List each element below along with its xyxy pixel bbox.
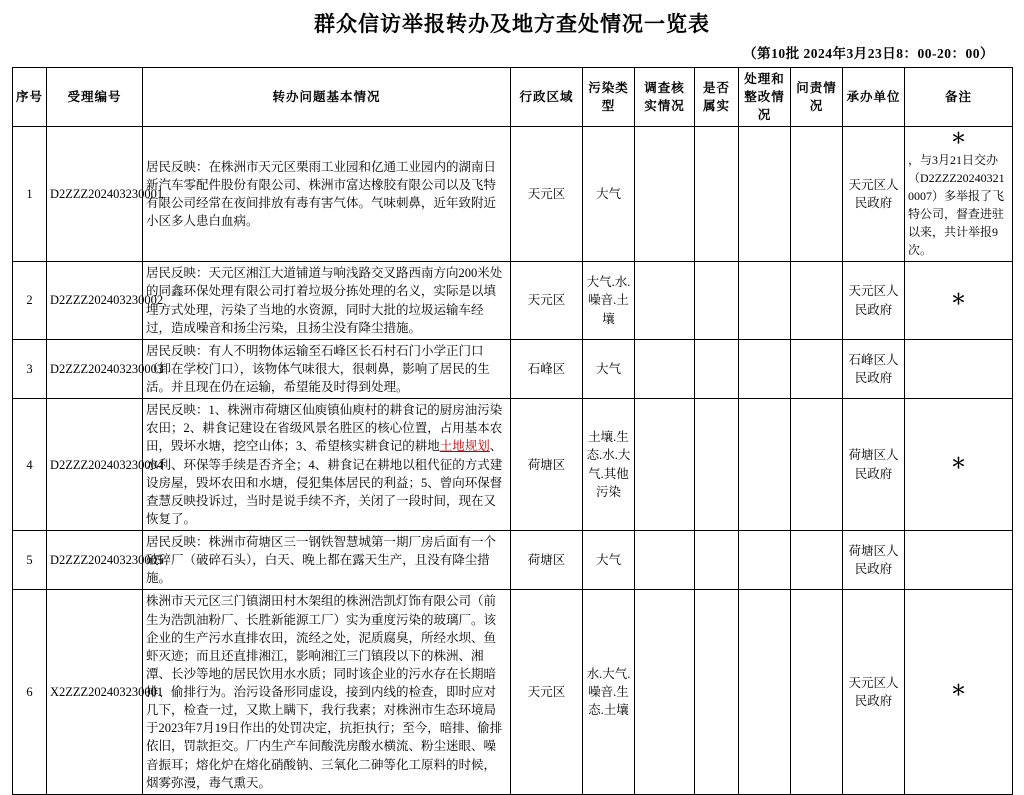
cell-index: 6 — [13, 590, 47, 794]
cell-handling — [739, 531, 791, 590]
cell-accountability — [791, 127, 843, 262]
table-row — [13, 531, 1013, 590]
cell-handling — [739, 590, 791, 794]
cell-region: 荷塘区 — [511, 531, 583, 590]
cell-code: D2ZZZ202403230002 — [47, 262, 143, 340]
table-header-row — [13, 68, 1013, 127]
cell-is-true — [695, 531, 739, 590]
cell-pollution-type: 土壤.生态.水.大气.其他污染 — [583, 399, 635, 531]
cell-investigation — [635, 590, 695, 794]
cell-pollution-type: 大气.水.噪音.土壤 — [583, 262, 635, 340]
table-row — [13, 590, 1013, 794]
cell-remark — [905, 262, 1013, 340]
cell-is-true — [695, 262, 739, 340]
cell-remark — [905, 127, 1013, 262]
cell-is-true — [695, 590, 739, 794]
batch-subtitle: （第10批 2024年3月23日8：00-20：00） — [743, 46, 994, 61]
cell-investigation — [635, 127, 695, 262]
cell-unit: 天元区人民政府 — [843, 590, 905, 794]
header-investigation: 调查核实情况 — [635, 68, 695, 127]
cell-code: D2ZZZ202403230003 — [47, 339, 143, 398]
cell-is-true — [695, 339, 739, 398]
cell-index: 3 — [13, 339, 47, 398]
cell-remark — [905, 531, 1013, 590]
cell-unit: 天元区人民政府 — [843, 262, 905, 340]
desc-part-1: 居民反映：1、株洲市荷塘区仙庾镇仙庾村的耕食记的厨房油污染农田；2、耕食记建设在省级风景名胜区的核心位置，占用基本农田，毁坏水塘，挖空山体；3、希望核实耕食记的耕地 — [146, 403, 503, 454]
page-title: 群众信访举报转办及地方查处情况一览表 — [314, 12, 710, 36]
cell-description: 居民反映：天元区湘江大道铺道与响浅路交叉路西南方向200米处的同鑫环保处理有限公司打着垃圾分拣处理的名义，实际是以填埋方式处理，污染了当地的水资源，同时大批的垃圾运输车经过，造成噪音和扬尘污染，且扬尘没有降尘措施。 — [143, 262, 511, 340]
cell-region: 天元区 — [511, 590, 583, 794]
table-row — [13, 399, 1013, 531]
cell-unit: 荷塘区人民政府 — [843, 399, 905, 531]
remark-star-icon: ＊ — [950, 455, 966, 472]
cell-investigation — [635, 399, 695, 531]
cell-pollution-type: 水.大气.噪音.生态.土壤 — [583, 590, 635, 794]
cell-unit: 天元区人民政府 — [843, 127, 905, 262]
cell-remark — [905, 590, 1013, 794]
cell-handling — [739, 339, 791, 398]
cell-accountability — [791, 531, 843, 590]
cell-is-true — [695, 127, 739, 262]
remark-note: ，与3月21日交办（D2ZZZ20240321 0007）多举报了飞特公司，督查进驻以来，共计举报9次。 — [908, 153, 1005, 258]
header-code: 受理编号 — [47, 68, 143, 127]
cell-accountability — [791, 399, 843, 531]
remark-star-icon: ＊ — [950, 291, 966, 308]
table-row — [13, 127, 1013, 262]
cell-description: 居民反映：株洲市荷塘区三一钢铁智慧城第一期厂房后面有一个破碎厂（破碎石头），白天、晚上都在露天生产，且没有降尘措施。 — [143, 531, 511, 590]
cell-unit: 石峰区人民政府 — [843, 339, 905, 398]
cell-region: 天元区 — [511, 262, 583, 340]
cell-handling — [739, 127, 791, 262]
cell-accountability — [791, 262, 843, 340]
cell-description: 居民反映：在株洲市天元区栗雨工业园和亿通工业园内的湖南日新汽车零配件股份有限公司、株洲市富达橡胶有限公司以及飞特有限公司经常在夜间排放有毒有害气体。气味刺鼻，近年致附近小区多人患白血病。 — [143, 127, 511, 262]
cell-description — [143, 399, 511, 531]
header-remark: 备注 — [905, 68, 1013, 127]
cell-code: D2ZZZ202403230001 — [47, 127, 143, 262]
cell-region: 荷塘区 — [511, 399, 583, 531]
cell-region: 天元区 — [511, 127, 583, 262]
header-unit: 承办单位 — [843, 68, 905, 127]
cell-pollution-type: 大气 — [583, 127, 635, 262]
desc-part-2: 、水利、环保等手续是否齐全；4、耕食记在耕地以租代征的方式建设房屋，毁坏农田和水塘，侵犯集体居民的利益；5、曾向环保督查慧反映投诉过，当时是说手续不齐，关闭了一段时间，现在又恢复了。 — [146, 439, 503, 526]
cell-remark — [905, 399, 1013, 531]
cell-pollution-type: 大气 — [583, 531, 635, 590]
desc-highlight: 土地规划 — [439, 439, 490, 454]
cell-code: X2ZZZ202403230001 — [47, 590, 143, 794]
cell-investigation — [635, 339, 695, 398]
remark-star-icon: ＊ — [950, 683, 966, 700]
cell-pollution-type: 大气 — [583, 339, 635, 398]
cell-index: 4 — [13, 399, 47, 531]
cell-remark — [905, 339, 1013, 398]
header-pollution-type: 污染类型 — [583, 68, 635, 127]
cell-index: 5 — [13, 531, 47, 590]
header-handling: 处理和整改情况 — [739, 68, 791, 127]
cell-handling — [739, 399, 791, 531]
cell-investigation — [635, 531, 695, 590]
header-description: 转办问题基本情况 — [143, 68, 511, 127]
header-is-true: 是否属实 — [695, 68, 739, 127]
cell-accountability — [791, 339, 843, 398]
cell-region: 石峰区 — [511, 339, 583, 398]
cell-is-true — [695, 399, 739, 531]
cell-investigation — [635, 262, 695, 340]
cell-unit: 荷塘区人民政府 — [843, 531, 905, 590]
cell-description: 株洲市天元区三门镇湖田村木架组的株洲浩凯灯饰有限公司（前生为浩凯油粉厂、长胜新能源工厂）实为重度污染的玻璃厂。该企业的生产污水直排农田，流经之处，泥质腐臭，所经水坝、鱼虾灭迹；而且还直排湘江，影响湘江三门镇段以下的株洲、湘潭、长沙等地的居民饮用水水质；同时该企业的污水存在长期暗排、偷排行为。治污设备形同虚设，接到内线的检查，即时应对几下，检查一过，又欺上瞒下，我行我素；对株洲市生态环境局于2023年7月19日作出的处罚决定，抗拒执行；至今，暗排、偷排依旧，罚款拒交。厂内生产车间酸洗房酸水横流、粉尘迷眼、噪音振耳；熔化炉在熔化硝酸钠、三氧化二砷等化工原料的时候，烟雾弥漫，毒气熏天。 — [143, 590, 511, 794]
remark-star-icon: ＊ — [950, 131, 966, 148]
cell-accountability — [791, 590, 843, 794]
table-row — [13, 339, 1013, 398]
cell-description: 居民反映：有人不明物体运输至石峰区长石村石门小学正门口（卸在学校门口），该物体气味很大，很刺鼻，影响了居民的生活。并且现在仍在运输，希望能及时得到处理。 — [143, 339, 511, 398]
complaints-table — [12, 67, 1013, 795]
header-region: 行政区域 — [511, 68, 583, 127]
cell-code: D2ZZZ202403230005 — [47, 531, 143, 590]
header-accountability: 问责情况 — [791, 68, 843, 127]
header-index: 序号 — [13, 68, 47, 127]
cell-index: 1 — [13, 127, 47, 262]
cell-code: D2ZZZ202403230004 — [47, 399, 143, 531]
cell-index: 2 — [13, 262, 47, 340]
table-row — [13, 262, 1013, 340]
cell-handling — [739, 262, 791, 340]
